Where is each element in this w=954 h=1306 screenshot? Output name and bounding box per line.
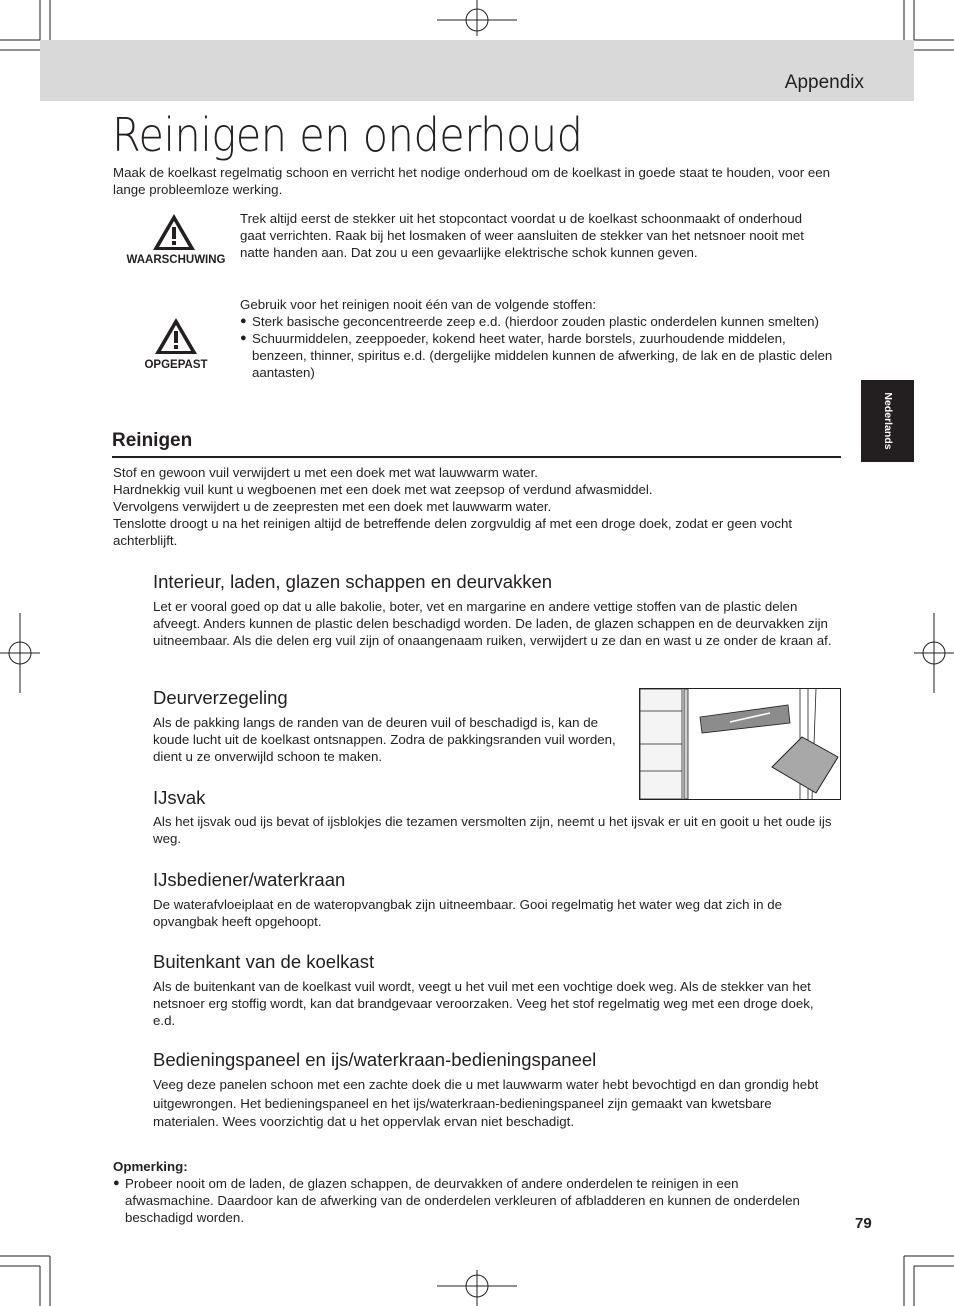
note-item: ● Probeer nooit om de laden, de glazen schappen, de deurvakken of andere onderdelen te reinigen in een afwasmachine. Daardoor kan de afwerking van de onderdelen verkleuren of afbladderen en kunnen de onderdelen beschadigd worden.: [113, 1175, 813, 1226]
page-number: 79: [855, 1215, 872, 1232]
caution-item: ● Sterk basische geconcentreerde zeep e.d. (hierdoor zouden plastic onderdelen kunnen smelten): [240, 313, 840, 330]
caution-label: OPGEPAST: [144, 359, 208, 371]
language-side-tab: [861, 380, 914, 462]
note-label: Opmerking:: [113, 1159, 188, 1174]
reinigen-line: Stof en gewoon vuil verwijdert u met een doek met wat lauwwarm water.: [113, 465, 538, 480]
ijsvak-heading: IJsvak: [153, 787, 206, 808]
reinigen-line: Vervolgens verwijdert u de zeepresten met een doek met lauwwarm water.: [113, 499, 552, 514]
caution-item: ● Schuurmiddelen, zeeppoeder, kokend heet water, harde borstels, zuurhoudende middelen, benzeen, thinner, spiritus e.d. (dergelijke middelen kunnen de afwerking, de lak en de plastic delen aantasten): [240, 330, 840, 381]
reinigen-heading: Reinigen: [112, 430, 193, 451]
bedieningspaneel-text: Veeg deze panelen schoon met een zachte doek die u met lauwwarm water hebt bevochtigd en dan grondig hebt uitgewrongen. Het bedieningspaneel en het ijs/waterkraan-bedieningspaneel zijn gemaakt van kwetsbare materialen. Wees voorzichtig dat u het oppervlak ervan niet beschadigt.: [153, 1077, 819, 1129]
buitenkant-heading: Buitenkant van de koelkast: [153, 951, 375, 972]
intro-paragraph: Maak de koelkast regelmatig schoon en verricht het nodige onderhoud om de koelkast in goede staat te houden, voor een lange probleemloze werking.: [113, 165, 831, 197]
caution-triangle-icon: [153, 316, 199, 356]
ijsvak-text: Als het ijsvak oud ijs bevat of ijsblokjes die tezamen versmolten zijn, neemt u het ijsvak er uit en gooit u het oude ijs weg.: [153, 814, 832, 846]
heading-rule: [112, 456, 841, 458]
ijsbediener-heading: IJsbediener/waterkraan: [153, 869, 346, 890]
warning-label: WAARSCHUWING: [126, 254, 226, 266]
warning-text: Trek altijd eerst de stekker uit het stopcontact voordat u de koelkast schoonmaakt of onderhoud gaat verrichten. Raak bij het losmaken of weer aansluiten de stekker van het netsnoer nooit met natte handen aan. Dat zou u een gevaarlijke elektrische schok kunnen geven.: [240, 211, 804, 260]
page-title: Reinigen en onderhoud: [112, 108, 583, 162]
reinigen-line: Tenslotte droogt u na het reinigen altijd de betreffende delen zorgvuldig af met een droge doek, zodat er geen vocht achterblijft.: [113, 516, 793, 548]
caution-block: [240, 296, 840, 381]
door-seal-illustration: [639, 688, 841, 800]
note-list: [113, 1175, 813, 1226]
fridge-cleaning-image: [640, 689, 840, 799]
buitenkant-text: Als de buitenkant van de koelkast vuil wordt, veegt u het vuil met een vochtige doek weg. Als de stekker van het netsnoer erg stoffig wordt, kan dat brandgevaar veroorzaken. Veeg het stof regelmatig weg met een droge doek, e.d.: [153, 979, 814, 1028]
warning-triangle-icon: [151, 212, 197, 252]
interieur-text: Let er vooral goed op dat u alle bakolie, boter, vet en margarine en andere vettige stoffen van de plastic delen afveegt. Anders kunnen de plastic delen beschadigd worden. De laden, de glazen schappen en de deurvakken zijn uitneembaar. Als die delen erg vuil zijn of onaangenaam ruiken, verwijdert u ze dan en wast u ze onder de kraan af.: [153, 599, 832, 648]
bedieningspaneel-heading: Bedieningspaneel en ijs/waterkraan-bedieningspaneel: [153, 1049, 597, 1070]
caution-intro: Gebruik voor het reinigen nooit één van de volgende stoffen:: [240, 297, 597, 312]
note-block: [113, 1158, 813, 1226]
ijsbediener-text: De waterafvloeiplaat en de wateropvangbak zijn uitneembaar. Gooi regelmatig het water weg dat zich in de opvangbak heeft opgehoopt.: [153, 897, 783, 929]
deurverzegeling-heading: Deurverzegeling: [153, 687, 288, 708]
language-label: Nederlands: [881, 392, 894, 450]
section-label: Appendix: [784, 72, 864, 93]
reinigen-line: Hardnekkig vuil kunt u wegboenen met een doek met wat zeepsop of verdund afwasmiddel.: [113, 482, 653, 497]
reinigen-text: [113, 464, 848, 549]
interieur-heading: Interieur, laden, glazen schappen en deurvakken: [153, 571, 553, 592]
caution-list: [240, 313, 840, 381]
deurverzegeling-text: Als de pakking langs de randen van de deuren vuil of beschadigd is, kan de koude lucht uit de koelkast ontsnappen. Zodra de pakkingsranden vuil worden, dient u ze onverwijld schoon te maken.: [153, 715, 616, 764]
header-band: [40, 40, 914, 101]
